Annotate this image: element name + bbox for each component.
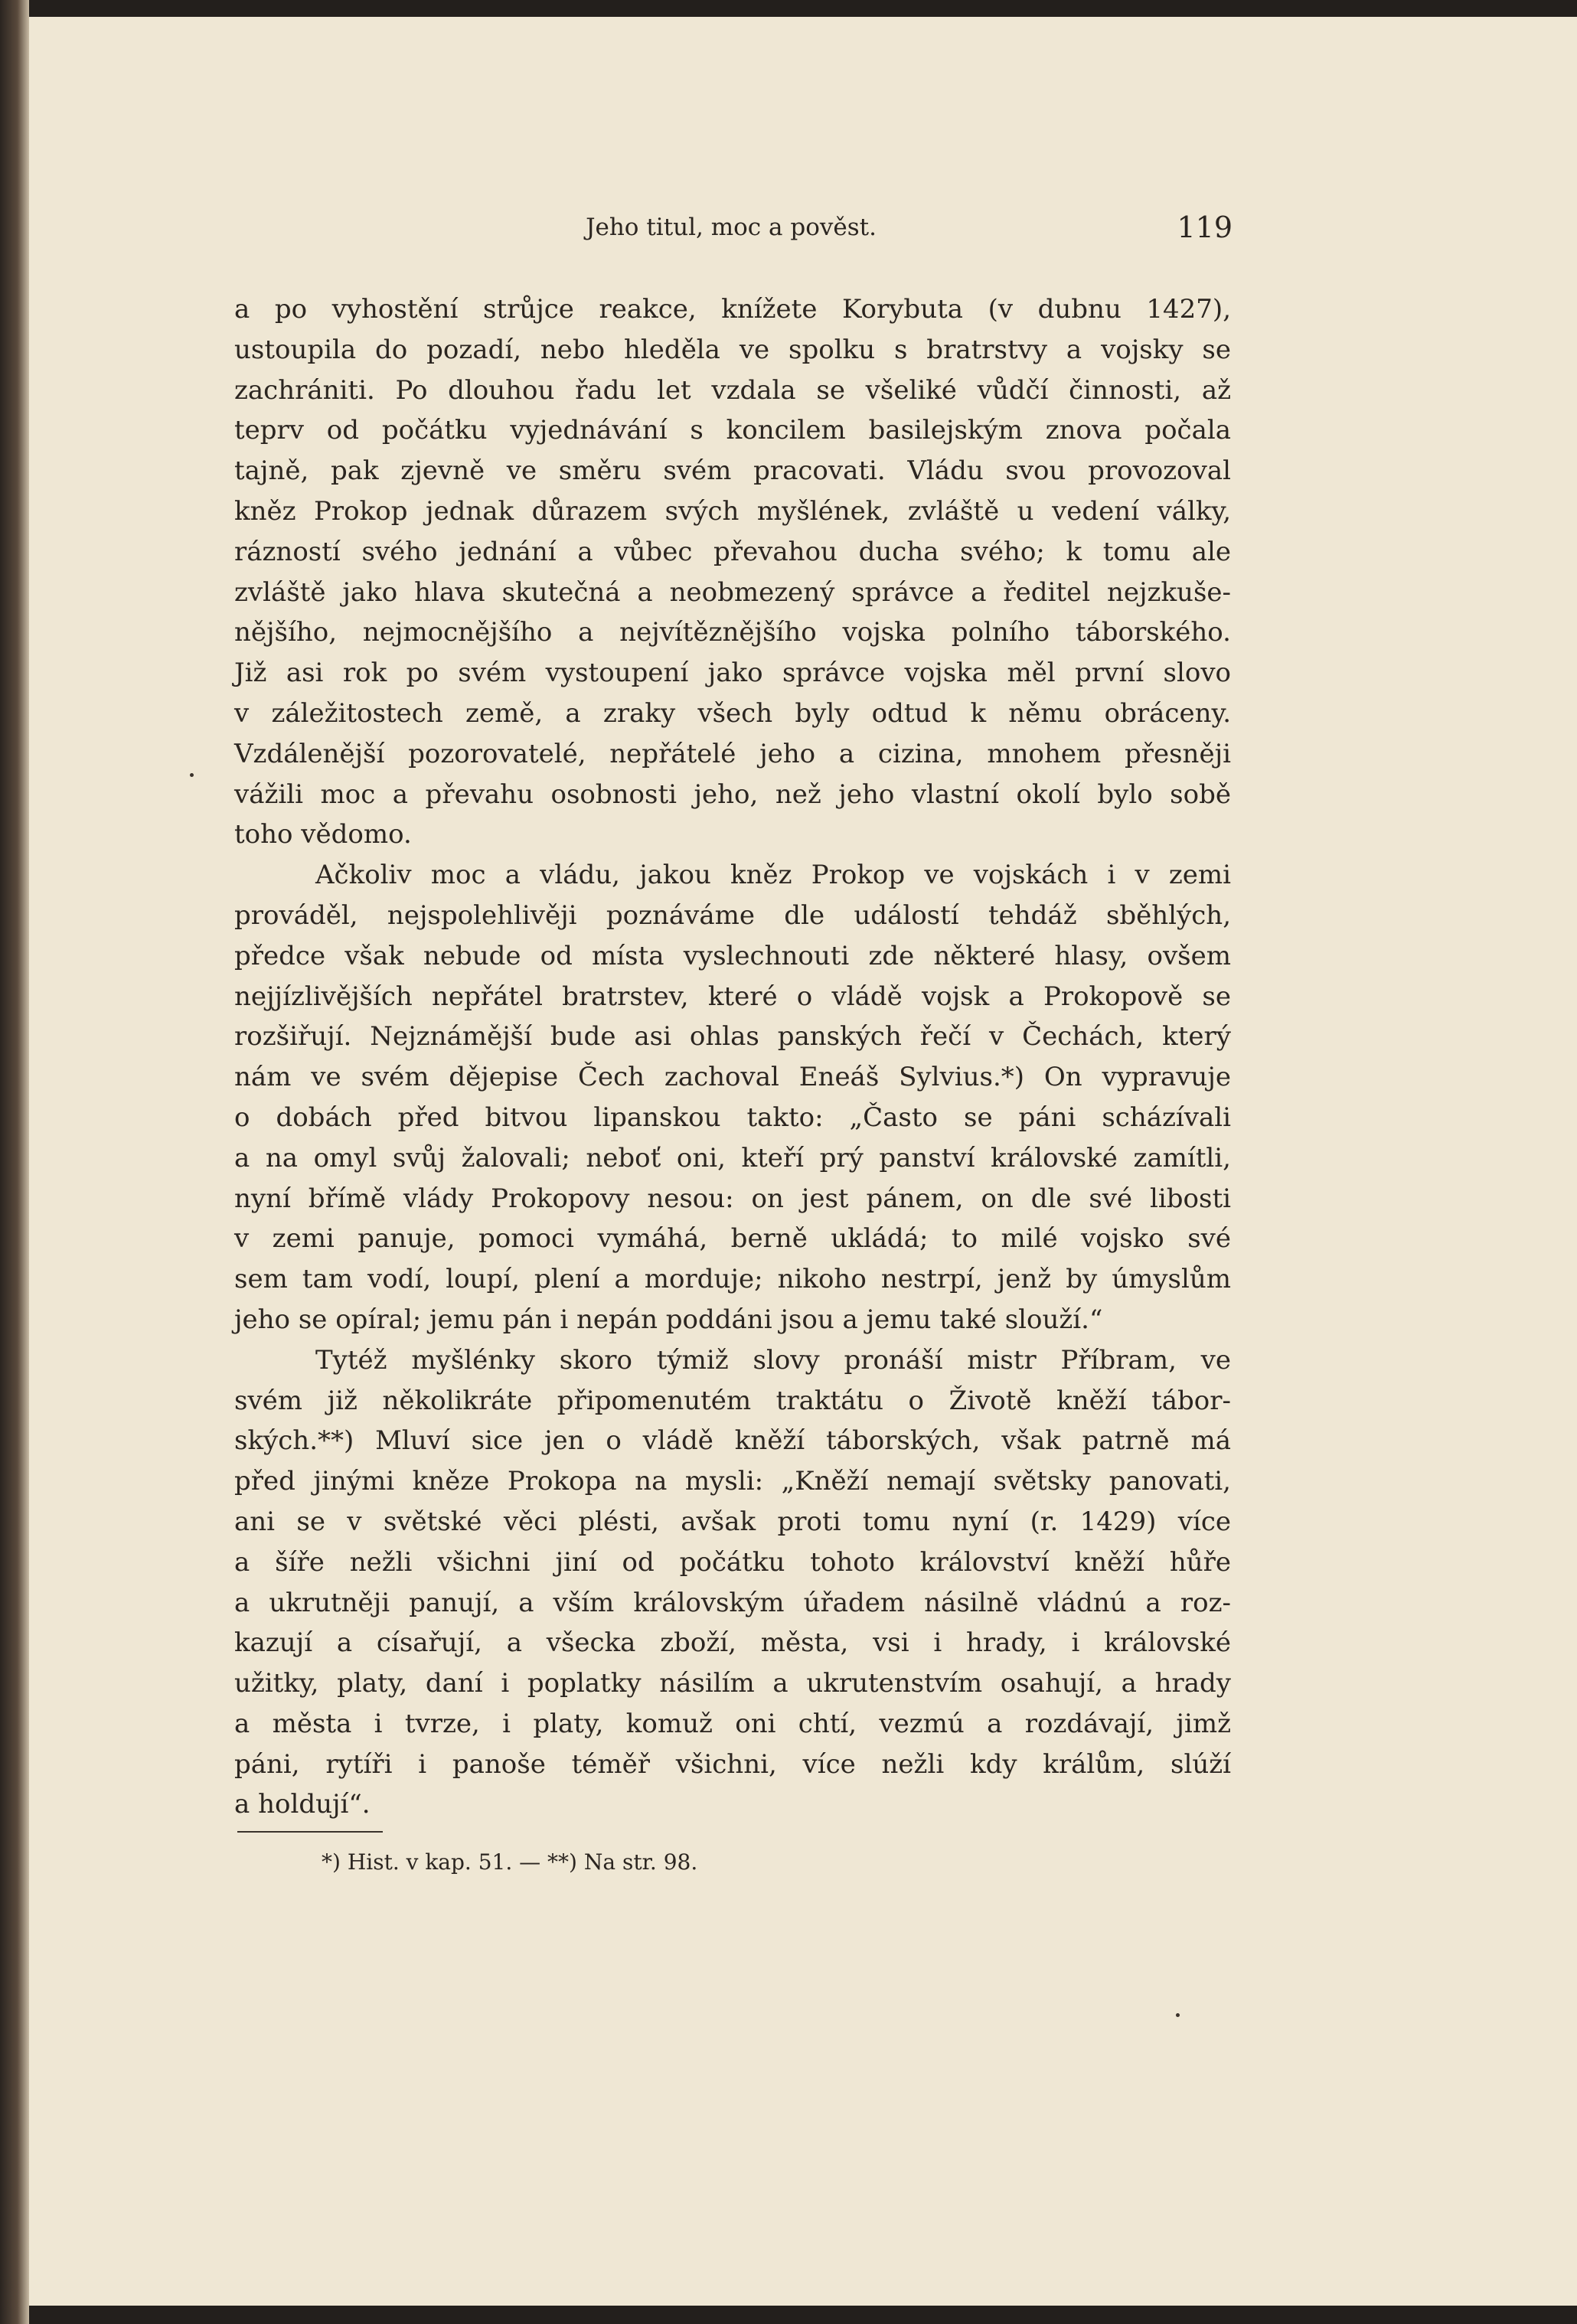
text-line: a šíře nežli všichni jiní od počátku tohoto království kněží hůře xyxy=(234,1546,1231,1578)
page-header xyxy=(230,211,1233,249)
text-line: ských.**) Mluví sice jen o vládě kněží táborských, však patrně má xyxy=(234,1425,1231,1457)
text-line: Tytéž myšlénky skoro týmiž slovy pronáší mistr Příbram, ve xyxy=(315,1344,1231,1376)
text-line: ani se v světské věci plésti, avšak proti tomu nyní (r. 1429) více xyxy=(234,1506,1231,1537)
page-number: 119 xyxy=(1177,211,1233,244)
text-line: ustoupila do pozadí, nebo hleděla ve spolku s bratrstvy a vojsky se xyxy=(234,334,1231,365)
text-line: Ačkoliv moc a vládu, jakou kněz Prokop ve vojskách i v zemi xyxy=(315,860,1231,891)
text-line: rozšiřují. Nejznámější bude asi ohlas panských řečí v Čechách, který xyxy=(234,1021,1231,1053)
text-line: nyní břímě vlády Prokopovy nesou: on jest pánem, on dle své libosti xyxy=(234,1183,1231,1214)
text-line: o dobách před bitvou lipanskou takto: „Často se páni scházívali xyxy=(234,1102,1231,1133)
text-line: jeho se opíral; jemu pán i nepán poddáni jsou a jemu také slouží.“ xyxy=(234,1304,1103,1335)
text-line: v záležitostech země, a zraky všech byly odtud k němu obráceny. xyxy=(234,697,1231,729)
text-line: v zemi panuje, pomoci vymáhá, berně ukládá; to milé vojsko své xyxy=(234,1223,1231,1255)
text-line: předce však nebude od místa vyslechnouti zde některé hlasy, ovšem xyxy=(234,940,1231,971)
text-line: vážili moc a převahu osobnosti jeho, než jeho vlastní okolí bylo sobě xyxy=(234,778,1231,810)
text-line: rázností svého jednání a vůbec převahou ducha svého; k tomu ale xyxy=(234,536,1231,567)
text-line: užitky, platy, daní i poplatky násilím a ukrutenstvím osahují, a hrady xyxy=(234,1668,1231,1699)
text-line: Již asi rok po svém vystoupení jako správce vojska měl první slovo xyxy=(234,658,1231,689)
running-title: Jeho titul, moc a pověst. xyxy=(586,214,877,241)
paper-speck xyxy=(1176,2013,1180,2017)
text-line: zvláště jako hlava skutečná a neobmezený správce a ředitel nejzkuše- xyxy=(234,576,1231,608)
text-line: a na omyl svůj žalovali; neboť oni, kteří prý panství královské zamítli, xyxy=(234,1142,1231,1173)
text-line: sem tam vodí, loupí, plení a morduje; nikoho nestrpí, jenž by úmyslům xyxy=(234,1264,1231,1295)
text-line: svém již několikráte připomenutém traktátu o Životě kněží tábor- xyxy=(234,1385,1231,1416)
text-line: Vzdálenější pozorovatelé, nepřátelé jeho a cizina, mnohem přesněji xyxy=(234,738,1231,769)
text-line: zachrániti. Po dlouhou řadu let vzdala se všeliké vůdčí činnosti, až xyxy=(234,374,1231,406)
footnote: *) Hist. v kap. 51. — **) Na str. 98. xyxy=(322,1849,698,1875)
text-line: a po vyhostění strůjce reakce, knížete Korybuta (v dubnu 1427), xyxy=(234,294,1231,325)
text-line: teprv od počátku vyjednávání s koncilem basilejským znova počala xyxy=(234,415,1231,446)
book-gutter xyxy=(0,0,29,2324)
text-line: páni, rytíři i panoše téměř všichni, více nežli kdy králům, slúží xyxy=(234,1748,1231,1780)
text-line: nám ve svém dějepise Čech zachoval Eneáš Sylvius.*) On vypravuje xyxy=(234,1062,1231,1093)
text-line: a holdují“. xyxy=(234,1789,371,1820)
body-text xyxy=(234,289,1231,1825)
paper-speck xyxy=(190,773,194,777)
text-line: kněz Prokop jednak důrazem svých myšlének, zvláště u vedení války, xyxy=(234,495,1231,527)
text-line: před jinými kněze Prokopa na mysli: „Kněží nemají světsky panovati, xyxy=(234,1466,1231,1497)
text-line: toho vědomo. xyxy=(234,819,412,850)
text-line: kazují a císařují, a všecka zboží, města, vsi i hrady, i královské xyxy=(234,1627,1231,1659)
footnote-separator xyxy=(237,1831,383,1833)
text-line: prováděl, nejspolehlivěji poznáváme dle událostí tehdáž sběhlých, xyxy=(234,899,1231,931)
text-line: tajně, pak zjevně ve směru svém pracovati. Vládu svou provozoval xyxy=(234,455,1231,487)
text-line: a města i tvrze, i platy, komuž oni chtí, vezmú a rozdávají, jimž xyxy=(234,1708,1231,1739)
text-line: a ukrutněji panují, a vším královským úřadem násilně vládnú a roz- xyxy=(234,1587,1231,1618)
text-line: nejjízlivějších nepřátel bratrstev, které o vládě vojsk a Prokopově se xyxy=(234,981,1231,1012)
text-line: nějšího, nejmocnějšího a nejvítěznějšího vojska polního táborského. xyxy=(234,617,1231,648)
